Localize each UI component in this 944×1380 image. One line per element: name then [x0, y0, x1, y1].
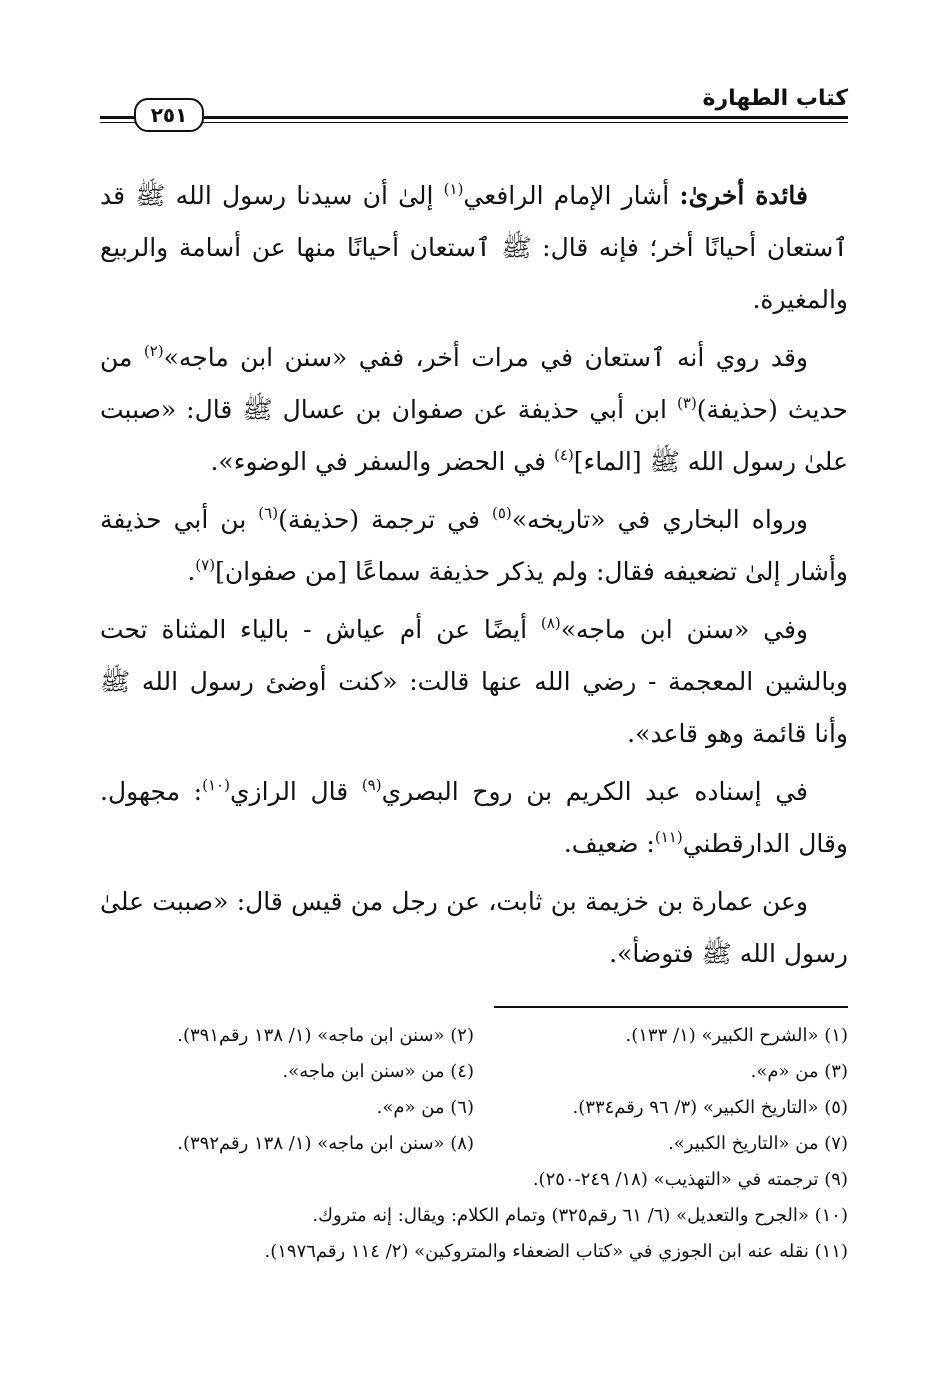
footnote-ref[interactable]: (٥) — [491, 504, 512, 522]
text-run: ابن أبي حذيفة عن صفوان بن عسال ﷺ قال: «صببت علىٰ رسول الله ﷺ [الماء] — [100, 395, 848, 476]
footnote-ref[interactable]: (٢) — [143, 342, 164, 360]
text-run: من حديث (حذيفة) — [100, 343, 848, 424]
text-run: في ترجمة (حذيفة) — [278, 505, 492, 534]
footnote-row — [100, 1018, 848, 1054]
header-rule — [100, 116, 848, 119]
footnote-9: (٩) ترجمته في «التهذيب» (١٨/ ٢٤٩-٢٥٠). — [532, 1169, 848, 1190]
text-run: . — [187, 557, 196, 586]
text-run: في إسناده عبد الكريم بن روح البصري — [381, 777, 808, 806]
footnote-ref[interactable]: (١٠) — [202, 776, 230, 794]
footnote-ref[interactable]: (٩) — [361, 776, 382, 794]
text-run: أشار الإمام الرافعي — [463, 181, 680, 210]
text-run: وقد روي أنه ٱستعان في مرات أخر، ففي «سنن ابن ماجه» — [163, 343, 808, 372]
footnote-3: (٣) من «م». — [750, 1061, 848, 1082]
footnote-6: (٦) من «م». — [376, 1097, 474, 1118]
header-rule-thin — [100, 122, 848, 123]
paragraph-3 — [100, 494, 848, 598]
text-run: بن أبي حذيفة وأشار إلىٰ تضعيفه فقال: ولم يذكر حذيفة سماعًا [من صفوان] — [100, 505, 848, 586]
footnotes — [100, 1018, 848, 1270]
footnote-ref[interactable]: (١) — [443, 180, 464, 198]
footnote-ref[interactable]: (٨) — [540, 614, 561, 632]
footnote-ref[interactable]: (٤) — [553, 446, 574, 464]
footnote-4: (٤) من «سنن ابن ماجه». — [282, 1061, 474, 1082]
footnote-ref[interactable]: (٦) — [258, 504, 279, 522]
text-run: ورواه البخاري في «تاريخه» — [511, 505, 808, 534]
text-run: إلىٰ أن سيدنا رسول الله ﷺ قد ٱستعان أحيانًا أخر؛ فإنه قال: ﷺ ٱستعان أحيانًا منها عن أسامة والربيع والمغيرة. — [100, 181, 848, 314]
footnote-5: (٥) «التاريخ الكبير» (٣/ ٩٦ رقم٣٣٤). — [572, 1097, 848, 1118]
body-text — [100, 170, 848, 980]
text-run: أيضًا عن أم عياش - بالياء المثناة تحت وبالشين المعجمة - رضي الله عنها قالت: «كنت أوضئ رسول الله ﷺ وأنا قائمة وهو قاعد». — [100, 615, 848, 748]
paragraph-2 — [100, 332, 848, 488]
text-run: قال الرازي — [229, 777, 362, 806]
paragraph-1 — [100, 170, 848, 326]
paragraph-6: وعن عمارة بن خزيمة بن ثابت، عن رجل من قيس قال: «صببت علىٰ رسول الله ﷺ فتوضأ». — [100, 887, 848, 968]
text-run: في الحضر والسفر في الوضوء». — [210, 447, 554, 476]
book-page — [100, 80, 848, 1270]
footnote-ref[interactable]: (٣) — [677, 394, 697, 412]
footnote-1: (١) «الشرح الكبير» (١/ ١٣٣). — [625, 1025, 848, 1046]
text-run: : ضعيف. — [563, 829, 655, 858]
footnote-row — [100, 1090, 848, 1126]
footnote-10: (١٠) «الجرح والتعديل» (٦/ ٦١ رقم٣٢٥) وتمام الكلام: ويقال: إنه متروك. — [312, 1205, 848, 1226]
paragraph-5 — [100, 766, 848, 870]
text-run: : مجهول. وقال الدارقطني — [100, 777, 848, 858]
page-number: ٢٥١ — [134, 98, 204, 132]
paragraph-4 — [100, 604, 848, 760]
text-run: وفي «سنن ابن ماجه» — [560, 615, 808, 644]
running-title: كتاب الطهارة — [702, 86, 848, 111]
footnote-2: (٢) «سنن ابن ماجه» (١/ ١٣٨ رقم٣٩١). — [177, 1025, 474, 1046]
footnote-ref[interactable]: (١١) — [654, 828, 683, 846]
page-header — [100, 80, 848, 128]
footnote-7: (٧) من «التاريخ الكبير». — [668, 1133, 848, 1154]
footnote-separator — [494, 1006, 848, 1008]
footnote-row — [100, 1054, 848, 1090]
footnote-row — [100, 1126, 848, 1162]
footnote-8: (٨) «سنن ابن ماجه» (١/ ١٣٨ رقم٣٩٢). — [177, 1133, 474, 1154]
footnote-11: (١١) نقله عنه ابن الجوزي في «كتاب الضعفاء والمتروكين» (٢/ ١١٤ رقم١٩٧٦). — [264, 1241, 848, 1262]
footnote-ref[interactable]: (٧) — [195, 556, 216, 574]
lead-heading: فائدة أخرىٰ: — [679, 181, 808, 210]
